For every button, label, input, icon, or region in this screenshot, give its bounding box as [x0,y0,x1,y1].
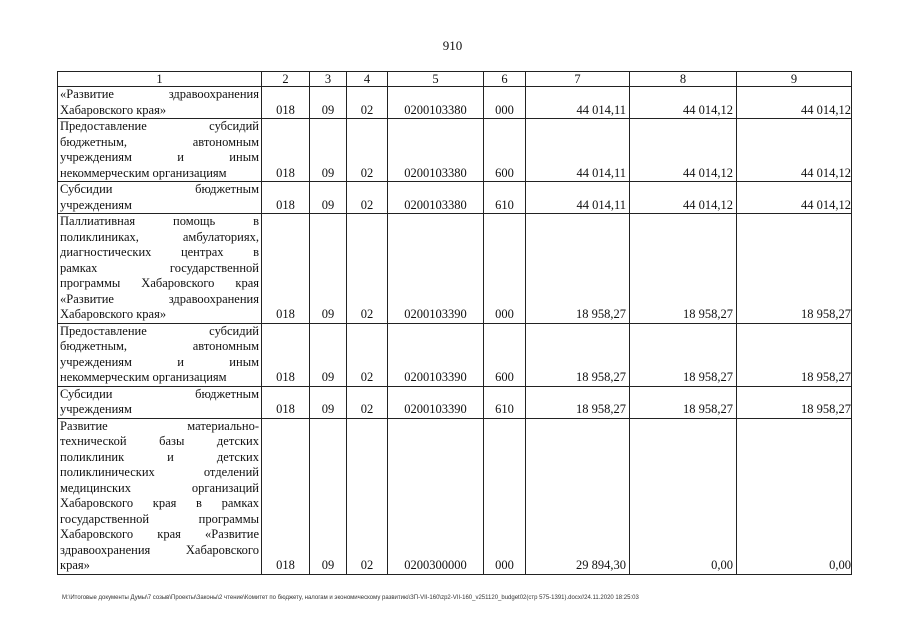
cell-c3: 09 [310,87,347,119]
cell-c7: 44 014,11 [526,87,630,119]
row-name-line: технической базы детских [60,434,259,448]
column-header-2: 2 [262,72,310,87]
cell-c2: 018 [262,214,310,324]
row-name-cell [58,119,262,182]
cell-c6: 000 [484,87,526,119]
row-name-line: некоммерческим организациям [60,370,227,384]
cell-c2: 018 [262,119,310,182]
cell-c5: 0200103390 [388,323,484,386]
row-name-line: края» [60,558,90,572]
cell-c6: 600 [484,119,526,182]
cell-c7: 44 014,11 [526,119,630,182]
file-path-footer: M:\Итоговые документы Думы\7 созыв\Проекты\Законы\2 чтение\Комитет по бюджету, налогам и экономическому развитию\ЗП-VII-160\zp2-VII-160_v251120_budget02(стр 575-1391).docx//24.11.2020 18:25:03 [62,595,639,601]
page-number: 910 [442,38,463,53]
cell-c5: 0200103380 [388,182,484,214]
column-header-1: 1 [58,72,262,87]
column-header-9: 9 [737,72,852,87]
cell-c3: 09 [310,182,347,214]
cell-c5: 0200300000 [388,418,484,574]
cell-c9: 44 014,12 [737,182,852,214]
row-name-line: поликлинических отделений [60,465,259,479]
cell-c8: 18 958,27 [630,386,737,418]
row-name-line: учреждениям и иным [60,150,259,164]
cell-c3: 09 [310,119,347,182]
cell-c7: 29 894,30 [526,418,630,574]
cell-c9: 18 958,27 [737,386,852,418]
table-row [58,323,852,386]
table-row [58,386,852,418]
header-row [58,72,852,87]
row-name-line: программы Хабаровского края [60,276,259,290]
row-name-line: Хабаровского края» [60,102,167,117]
row-name-line: рамках государственной [60,260,259,275]
row-name-line: бюджетным, автономным [60,339,259,353]
cell-c4: 02 [347,386,388,418]
cell-c6: 000 [484,418,526,574]
column-header-7: 7 [526,72,630,87]
cell-c9: 0,00 [737,418,852,574]
row-name-line: медицинских организаций [60,480,259,495]
cell-c7: 18 958,27 [526,214,630,324]
cell-c4: 02 [347,323,388,386]
row-name-line: Субсидии бюджетным [60,386,259,401]
cell-c6: 610 [484,182,526,214]
row-name-line: здравоохранения Хабаровского [60,542,259,557]
cell-c8: 18 958,27 [630,214,737,324]
column-header-6: 6 [484,72,526,87]
row-name-cell [58,87,262,119]
row-name-line: «Развитие здравоохранения [60,87,259,101]
cell-c4: 02 [347,182,388,214]
cell-c2: 018 [262,182,310,214]
row-name-line: Хабаровского края в рамках [60,496,259,510]
row-name-line: Хабаровского края» [60,307,167,321]
row-name-line: Хабаровского края «Развитие [60,527,259,541]
row-name-cell [58,386,262,418]
cell-c2: 018 [262,386,310,418]
cell-c6: 600 [484,323,526,386]
column-header-3: 3 [310,72,347,87]
cell-c5: 0200103380 [388,87,484,119]
cell-c7: 44 014,11 [526,182,630,214]
cell-c8: 0,00 [630,418,737,574]
cell-c5: 0200103390 [388,214,484,324]
cell-c8: 18 958,27 [630,323,737,386]
column-header-5: 5 [388,72,484,87]
row-name-line: некоммерческим организациям [60,165,227,180]
row-name-line: Паллиативная помощь в [60,214,259,228]
row-name-line: «Развитие здравоохранения [60,291,259,306]
cell-c3: 09 [310,214,347,324]
cell-c3: 09 [310,418,347,574]
table-row [58,119,852,182]
cell-c3: 09 [310,323,347,386]
table-row [58,87,852,119]
cell-c2: 018 [262,418,310,574]
row-name-cell [58,214,262,324]
row-name-cell [58,418,262,574]
cell-c4: 02 [347,214,388,324]
budget-table [57,71,852,575]
table-row [58,214,852,324]
cell-c2: 018 [262,87,310,119]
cell-c4: 02 [347,119,388,182]
cell-c3: 09 [310,386,347,418]
row-name-cell [58,182,262,214]
cell-c2: 018 [262,323,310,386]
row-name-line: Развитие материально- [60,418,259,433]
cell-c7: 18 958,27 [526,323,630,386]
table-body [58,87,852,575]
row-name-line: Субсидии бюджетным [60,182,259,196]
column-header-8: 8 [630,72,737,87]
row-name-line: учреждениям [60,402,132,416]
row-name-line: диагностических центрах в [60,245,259,259]
row-name-line: Предоставление субсидий [60,119,259,133]
row-name-line: поликлиник и детских [60,449,259,464]
row-name-line: бюджетным, автономным [60,134,259,149]
cell-c6: 000 [484,214,526,324]
cell-c9: 18 958,27 [737,323,852,386]
table-row [58,418,852,574]
cell-c6: 610 [484,386,526,418]
cell-c5: 0200103390 [388,386,484,418]
cell-c5: 0200103380 [388,119,484,182]
row-name-line: Предоставление субсидий [60,323,259,338]
row-name-line: учреждениям и иным [60,354,259,369]
row-name-cell [58,323,262,386]
cell-c7: 18 958,27 [526,386,630,418]
row-name-line: государственной программы [60,511,259,526]
cell-c4: 02 [347,87,388,119]
cell-c9: 18 958,27 [737,214,852,324]
row-name-line: учреждениям [60,197,132,212]
cell-c9: 44 014,12 [737,119,852,182]
table-row [58,182,852,214]
cell-c8: 44 014,12 [630,87,737,119]
cell-c4: 02 [347,418,388,574]
cell-c8: 44 014,12 [630,119,737,182]
row-name-line: поликлиниках, амбулаториях, [60,229,259,244]
cell-c9: 44 014,12 [737,87,852,119]
cell-c8: 44 014,12 [630,182,737,214]
column-header-4: 4 [347,72,388,87]
